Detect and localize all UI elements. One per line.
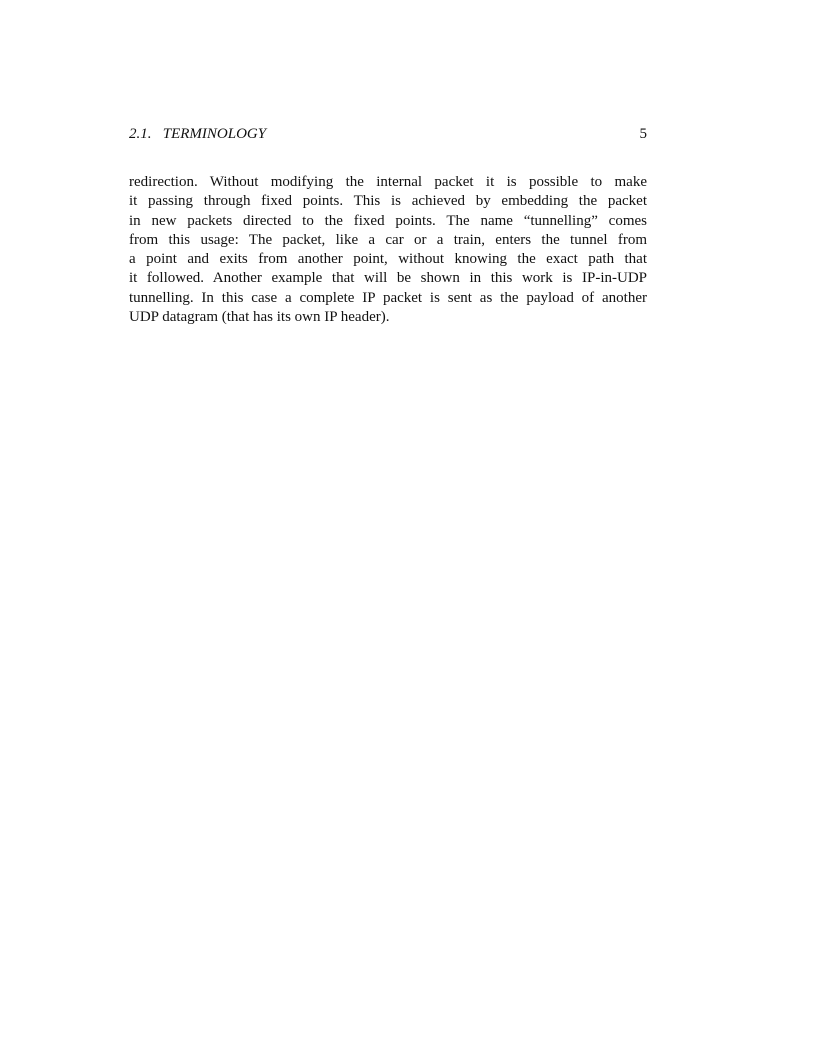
running-header <box>129 124 647 144</box>
paragraph-line: tunnelling. In this case a complete IP packet is sent as the payload of another <box>129 289 647 306</box>
paragraph-line: in new packets directed to the fixed points. The name “tunnelling” comes <box>129 212 647 229</box>
paragraph-line: UDP datagram (that has its own IP header). <box>129 309 390 326</box>
paragraph-line: from this usage: The packet, like a car or a train, enters the tunnel from <box>129 231 647 248</box>
paragraph-line: it followed. Another example that will be shown in this work is IP-in-UDP <box>129 270 647 287</box>
paragraph-line: redirection. Without modifying the internal packet it is possible to make <box>129 174 647 190</box>
paragraph-line: it passing through fixed points. This is achieved by embedding the packet <box>129 193 647 210</box>
page-number: 5 <box>639 126 647 142</box>
paragraph-line: a point and exits from another point, without knowing the exact path that <box>129 251 647 268</box>
section-title: 2.1. TERMINOLOGY <box>129 126 267 142</box>
body-paragraph <box>129 173 647 327</box>
